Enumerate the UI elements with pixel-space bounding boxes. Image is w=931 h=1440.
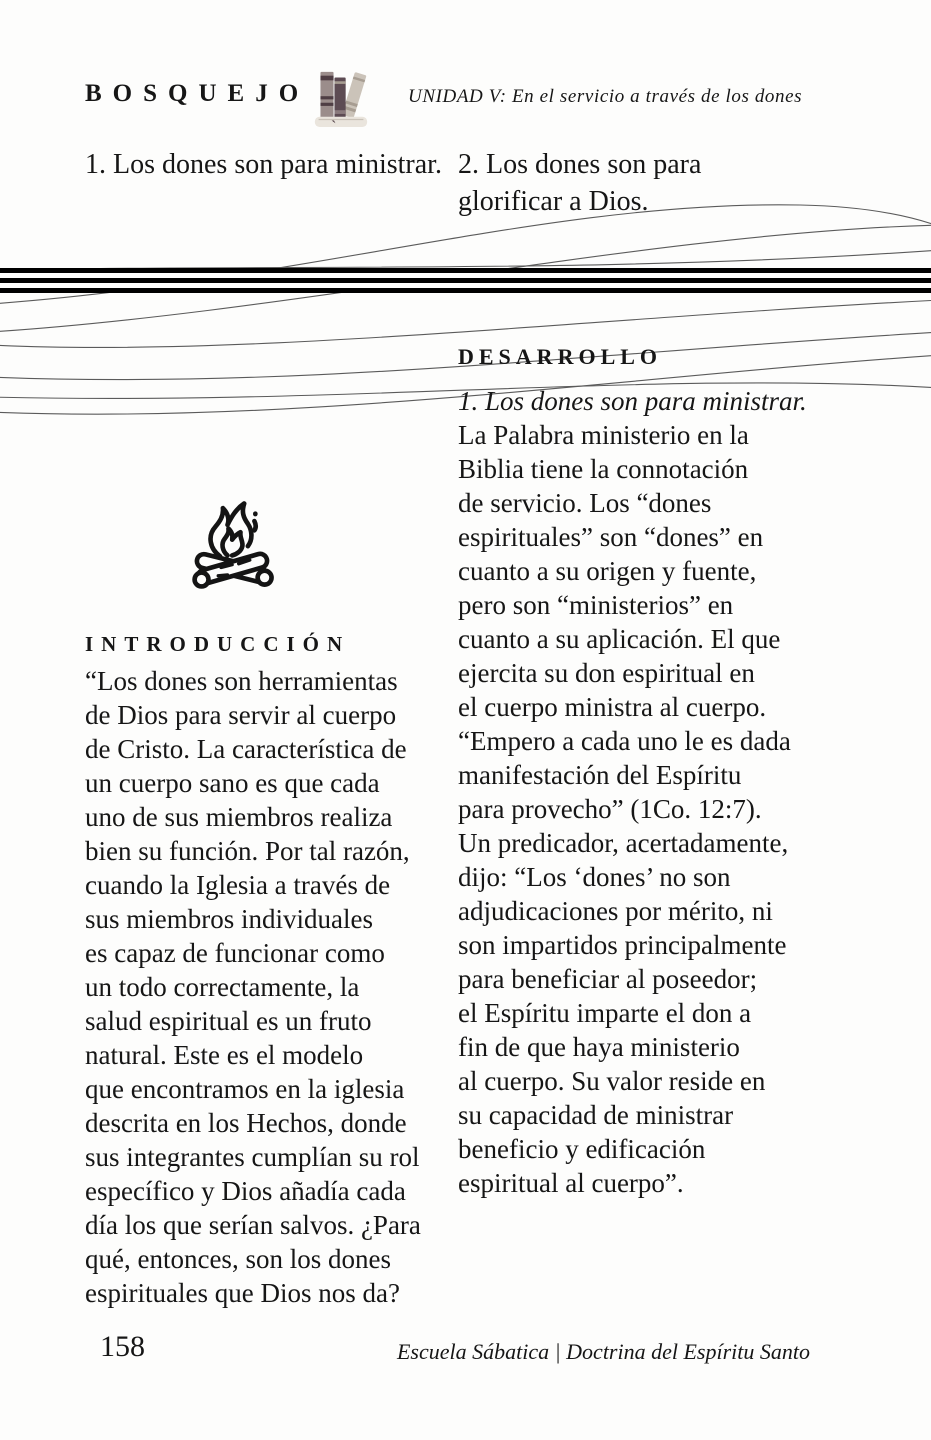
text-line: al cuerpo. Su valor reside en xyxy=(458,1066,766,1096)
intro-heading: INTRODUCCIÓN xyxy=(85,632,351,656)
text-line: glorificar a Dios. xyxy=(458,186,649,217)
header-section-title: BOSQUEJO xyxy=(85,80,310,107)
text-line: espirituales que Dios nos da? xyxy=(85,1278,400,1308)
text-line: qué, entonces, son los dones xyxy=(85,1244,391,1274)
text-line: espirituales” son “dones” en xyxy=(458,522,764,552)
outline-item-1 xyxy=(85,146,442,183)
triple-rule-divider xyxy=(0,268,931,293)
text-line: cuanto a su aplicación. El que xyxy=(458,624,781,654)
text-line: espiritual al cuerpo”. xyxy=(458,1168,684,1198)
text-line: de servicio. Los “dones xyxy=(458,488,712,518)
text-line: es capaz de funcionar como xyxy=(85,938,385,968)
text-line: pero son “ministerios” en xyxy=(458,590,734,620)
text-line: sus integrantes cumplían su rol xyxy=(85,1142,420,1172)
outline-item-2 xyxy=(458,146,701,220)
header-unit-title: UNIDAD V: En el servicio a través de los dones xyxy=(408,86,803,107)
text-line: Biblia tiene la connotación xyxy=(458,454,749,484)
text-line: específico y Dios añadía cada xyxy=(85,1176,406,1206)
text-line: adjudicaciones por mérito, ni xyxy=(458,896,773,926)
footer-book-title: Escuela Sábatica | Doctrina del Espíritu Santo xyxy=(396,1339,810,1364)
development-section xyxy=(458,344,838,1200)
text-line: descrita en los Hechos, donde xyxy=(85,1108,407,1138)
text-line: salud espiritual es un fruto xyxy=(85,1006,372,1036)
text-line: Un predicador, acertadamente, xyxy=(458,828,789,858)
development-subheading: 1. Los dones son para ministrar. xyxy=(458,386,807,416)
text-line: que encontramos en la iglesia xyxy=(85,1074,405,1104)
campfire-icon xyxy=(183,497,285,599)
text-line: un cuerpo sano es que cada xyxy=(85,768,380,798)
text-line: ejercita su don espiritual en xyxy=(458,658,755,688)
text-line: para provecho” (1Co. 12:7). xyxy=(458,794,762,824)
text-line: el cuerpo ministra al cuerpo. xyxy=(458,692,767,722)
books-icon xyxy=(313,62,369,136)
text-line: fin de que haya ministerio xyxy=(458,1032,740,1062)
text-line: “Los dones son herramientas xyxy=(85,666,398,696)
introduction-section xyxy=(85,497,450,1310)
intro-body xyxy=(85,664,450,1310)
text-line: sus miembros individuales xyxy=(85,904,373,934)
text-line: 2. Los dones son para xyxy=(458,149,702,180)
text-line: beneficio y edificación xyxy=(458,1134,706,1164)
text-line: manifestación del Espíritu xyxy=(458,760,742,790)
text-line: uno de sus miembros realiza xyxy=(85,802,393,832)
footer-page-number: 158 xyxy=(100,1330,145,1363)
text-line: cuando la Iglesia a través de xyxy=(85,870,391,900)
development-body xyxy=(458,418,838,1200)
text-line: el Espíritu imparte el don a xyxy=(458,998,752,1028)
text-line: un todo correctamente, la xyxy=(85,972,360,1002)
development-heading: DESARROLLO xyxy=(458,344,663,369)
text-line: cuanto a su origen y fuente, xyxy=(458,556,757,586)
text-line: son impartidos principalmente xyxy=(458,930,787,960)
text-line: dijo: “Los ‘dones’ no son xyxy=(458,862,731,892)
text-line: “Empero a cada uno le es dada xyxy=(458,726,791,756)
text-line: 1. Los dones son para ministrar. xyxy=(85,149,442,180)
text-line: su capacidad de ministrar xyxy=(458,1100,734,1130)
text-line: día los que serían salvos. ¿Para xyxy=(85,1210,421,1240)
text-line: de Dios para servir al cuerpo xyxy=(85,700,397,730)
text-line: de Cristo. La característica de xyxy=(85,734,407,764)
text-line: bien su función. Por tal razón, xyxy=(85,836,410,866)
text-line: para beneficiar al poseedor; xyxy=(458,964,758,994)
text-line: natural. Este es el modelo xyxy=(85,1040,364,1070)
text-line: La Palabra ministerio en la xyxy=(458,420,749,450)
